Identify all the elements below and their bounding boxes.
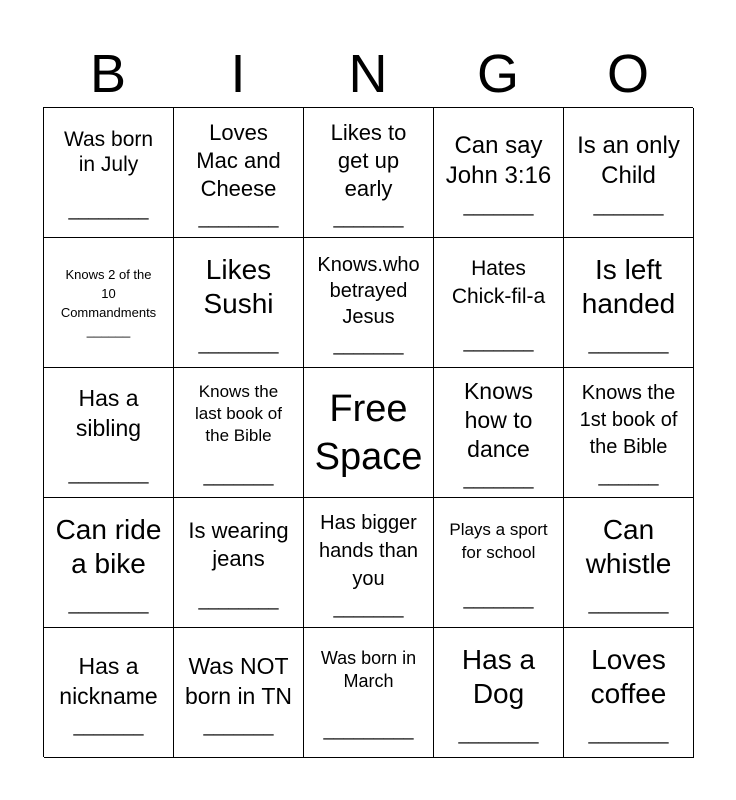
bingo-board: [43, 107, 693, 757]
cell-text: Loves coffee: [590, 643, 667, 709]
header-letter-o: O: [606, 44, 649, 104]
cell-text: Plays a sport for school: [449, 519, 548, 562]
cell-text: Is wearing jeans: [188, 517, 289, 571]
bingo-cell-r1c5[interactable]: [564, 108, 694, 238]
cell-text: Knows the last book of the Bible: [195, 381, 282, 445]
signature-line: _______: [333, 597, 404, 618]
signature-line: ________: [588, 593, 669, 614]
cell-text: Has a Dog: [461, 643, 536, 709]
header-letter-i: I: [230, 44, 246, 104]
signature-line: _______: [333, 334, 404, 355]
header-letter-n: N: [348, 44, 388, 104]
cell-text: Knows the 1st book of the Bible: [579, 382, 678, 458]
signature-line: _______: [203, 715, 274, 736]
bingo-cell-r4c5[interactable]: [564, 498, 694, 628]
header-letter-g: G: [476, 44, 519, 104]
bingo-cell-r2c2[interactable]: [174, 238, 304, 368]
bingo-cell-r3c4[interactable]: [434, 368, 564, 498]
bingo-cell-r5c4[interactable]: [434, 628, 564, 758]
signature-line: ________: [458, 723, 539, 744]
signature-line: ________: [68, 199, 149, 220]
signature-line: _________: [323, 719, 414, 740]
bingo-cell-r3c2[interactable]: [174, 368, 304, 498]
signature-line: _______: [463, 588, 534, 609]
cell-text: Likes Sushi: [203, 253, 274, 319]
signature-line: _______: [593, 195, 664, 216]
cell-text: Knows how to dance: [463, 378, 534, 462]
signature-line: ________: [198, 589, 279, 610]
cell-text: Was born in March: [320, 647, 417, 691]
bingo-cell-r4c3[interactable]: [304, 498, 434, 628]
bingo-cell-r4c4[interactable]: [434, 498, 564, 628]
cell-text: Can whistle: [585, 513, 672, 579]
bingo-cell-r1c2[interactable]: [174, 108, 304, 238]
cell-text: Hates Chick-fil-a: [451, 256, 546, 308]
cell-text: Knows.who betrayed Jesus: [317, 253, 420, 328]
signature-line: ________: [68, 463, 149, 484]
signature-line: ______: [86, 323, 131, 338]
bingo-cell-r4c1[interactable]: [44, 498, 174, 628]
cell-text: Has a sibling: [75, 384, 142, 441]
bingo-cell-r4c2[interactable]: [174, 498, 304, 628]
cell-text: Free Space: [314, 387, 423, 478]
cell-text: Can say John 3:16: [445, 131, 552, 189]
cell-text: Loves Mac and Cheese: [196, 119, 281, 201]
bingo-cell-r5c2[interactable]: [174, 628, 304, 758]
bingo-cell-r3c5[interactable]: [564, 368, 694, 498]
bingo-cell-r2c1[interactable]: [44, 238, 174, 368]
bingo-cell-free-space[interactable]: [304, 368, 434, 498]
header-letter-b: B: [89, 44, 127, 104]
cell-text: Has a nickname: [59, 652, 158, 709]
bingo-cell-r1c1[interactable]: [44, 108, 174, 238]
signature-line: _______: [333, 207, 404, 228]
signature-line: ________: [588, 723, 669, 744]
bingo-cell-r3c1[interactable]: [44, 368, 174, 498]
cell-text: Knows 2 of the 10 Commandments: [60, 267, 157, 320]
bingo-cell-r2c5[interactable]: [564, 238, 694, 368]
cell-text: Is left handed: [581, 253, 676, 319]
signature-line: _______: [203, 465, 274, 486]
cell-text: Likes to get up early: [330, 119, 407, 201]
cell-text: Has bigger hands than you: [319, 511, 418, 590]
bingo-cell-r5c1[interactable]: [44, 628, 174, 758]
bingo-cell-r2c4[interactable]: [434, 238, 564, 368]
cell-text: Was NOT born in TN: [185, 652, 292, 709]
signature-line: _______: [463, 195, 534, 216]
signature-line: ________: [588, 333, 669, 354]
bingo-header: [43, 40, 693, 108]
bingo-cell-r5c3[interactable]: [304, 628, 434, 758]
bingo-cell-r1c3[interactable]: [304, 108, 434, 238]
signature-line: _______: [463, 331, 534, 352]
signature-line: ________: [198, 333, 279, 354]
cell-text: Was born in July: [63, 127, 154, 176]
cell-text: Is an only Child: [577, 131, 680, 189]
signature-line: ________: [198, 207, 279, 228]
signature-line: ________: [68, 593, 149, 614]
signature-line: _______: [463, 469, 534, 489]
bingo-cell-r2c3[interactable]: [304, 238, 434, 368]
signature-line: _______: [73, 715, 144, 736]
signature-line: ______: [598, 466, 659, 486]
cell-text: Can ride a bike: [55, 513, 162, 579]
bingo-cell-r5c5[interactable]: [564, 628, 694, 758]
bingo-cell-r1c4[interactable]: [434, 108, 564, 238]
